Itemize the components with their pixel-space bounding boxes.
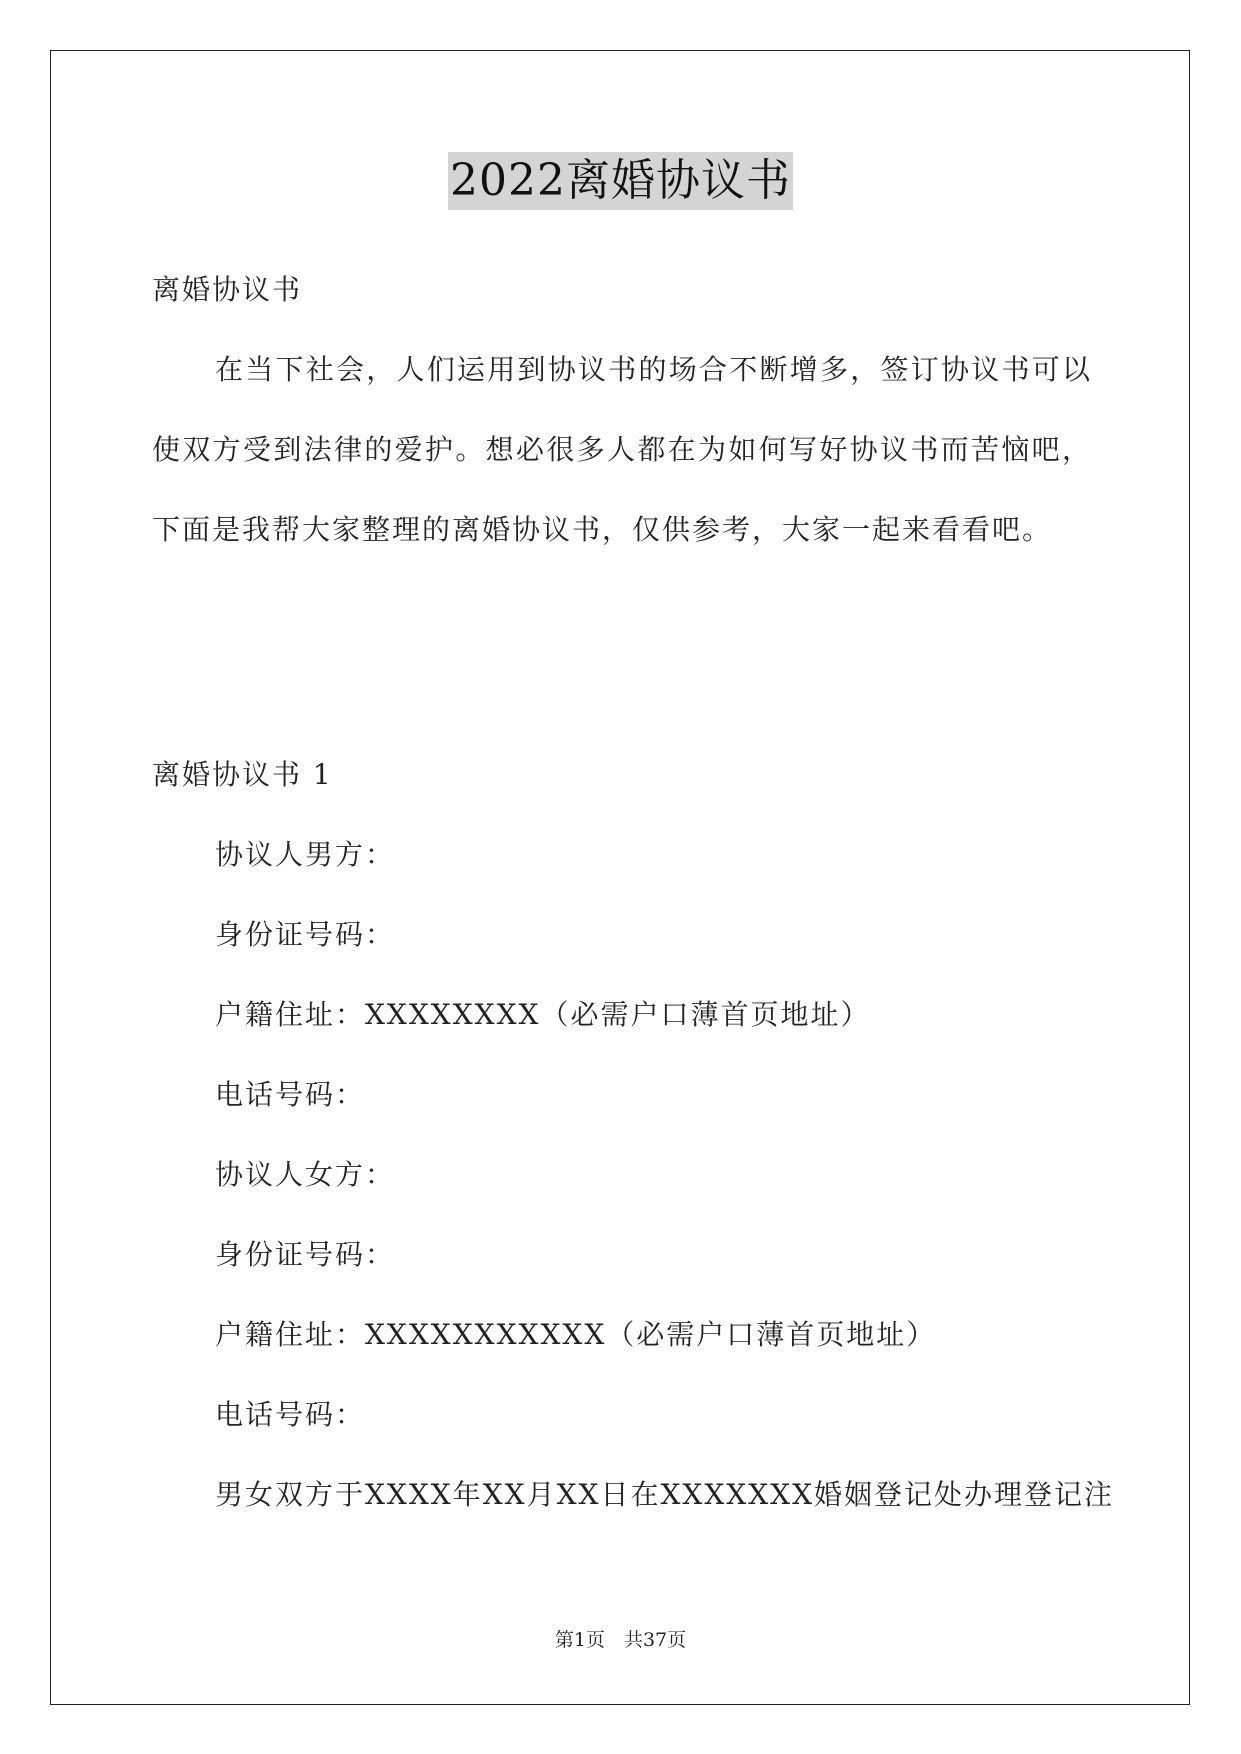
marriage-registration-line: 男女双方于XXXX年XX月XX日在XXXXXXX婚姻登记处办理登记注: [215, 1478, 1115, 1511]
document-title: 2022离婚协议书: [448, 152, 793, 210]
title-container: [0, 152, 1241, 210]
field-male-party: 协议人男方：: [215, 838, 396, 871]
field-female-party: 协议人女方：: [215, 1158, 396, 1191]
field-female-address: 户籍住址：XXXXXXXXXXX（必需户口薄首页地址）: [215, 1318, 937, 1351]
field-male-id: 身份证号码：: [215, 918, 396, 951]
field-male-address: 户籍住址：XXXXXXXX（必需户口薄首页地址）: [215, 998, 871, 1031]
intro-paragraph: 在当下社会，人们运用到协议书的场合不断增多，签订协议书可以使双方受到法律的爱护。想必很多人都在为如何写好协议书而苦恼吧，下面是我帮大家整理的离婚协议书，仅供参考，大家一起来看看吧。: [152, 353, 1092, 546]
document-subtitle: 离婚协议书: [152, 273, 303, 306]
page-footer: 第1页 共37页: [554, 1629, 687, 1651]
field-male-phone: 电话号码：: [215, 1078, 366, 1111]
field-female-id: 身份证号码：: [215, 1238, 396, 1271]
field-female-phone: 电话号码：: [215, 1398, 366, 1431]
section-heading: 离婚协议书 1: [152, 758, 333, 791]
